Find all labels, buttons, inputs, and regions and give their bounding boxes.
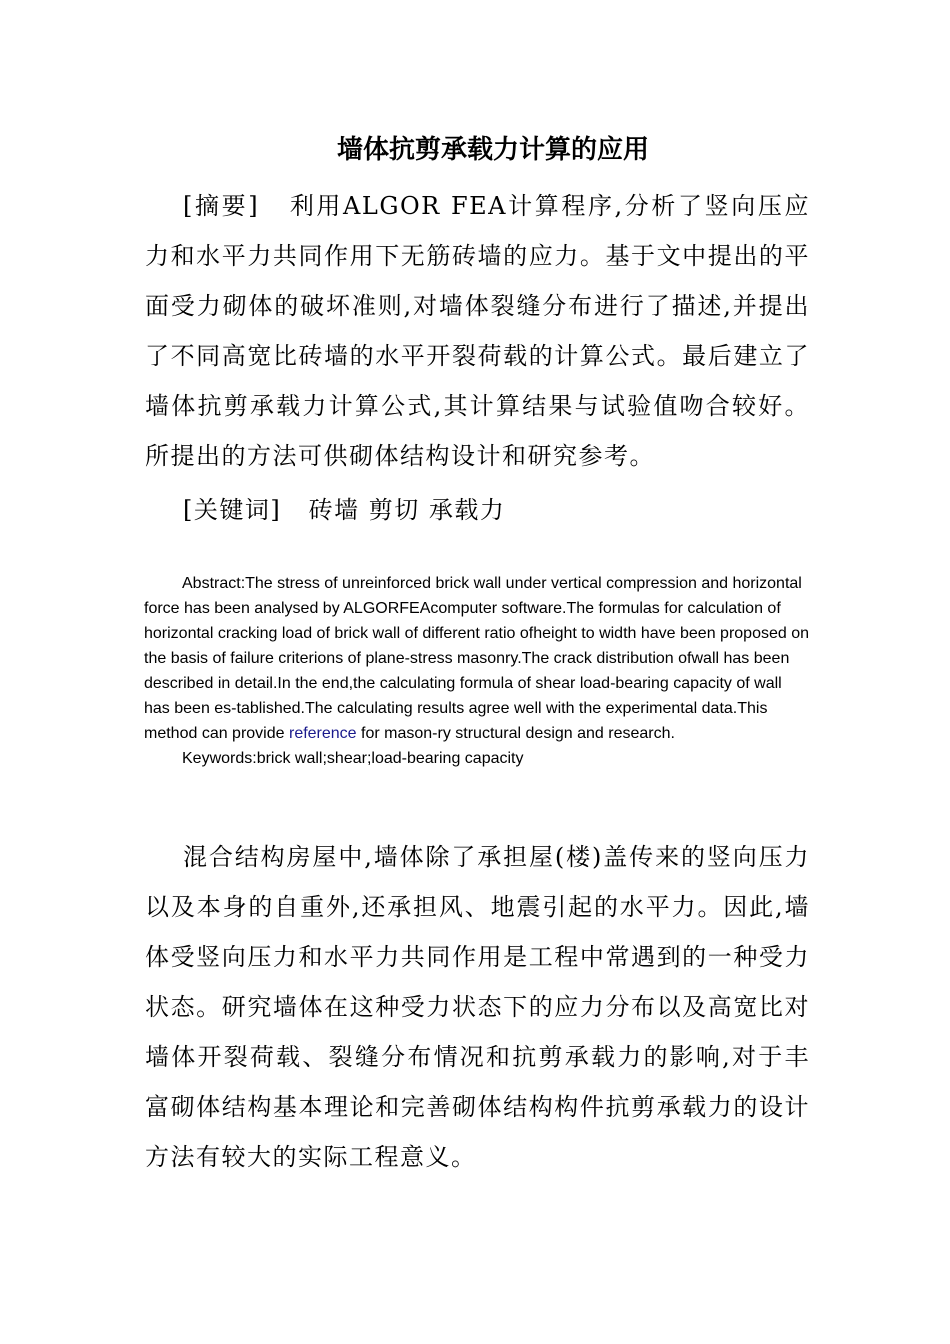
abstract-text: 利用ALGOR FEA计算程序,分析了竖向压应力和水平力共同作用下无筋砖墙的应力。基于文中提出的平面受力砌体的破坏准则,对墙体裂缝分布进行了描述,并提出了不同高宽比砖墙的水平开裂荷载的计算公式。最后建立了墙体抗剪承载力计算公式,其计算结果与试验值吻合较好。所提出的方法可供砌体结构设计和研究参考。 bbox=[145, 192, 810, 470]
reference-link[interactable]: reference bbox=[288, 725, 357, 742]
english-abstract-paragraph bbox=[144, 571, 810, 746]
introduction-paragraph: 混合结构房屋中,墙体除了承担屋(楼)盖传来的竖向压力以及本身的自重外,还承担风、地震引起的水平力。因此,墙体受竖向压力和水平力共同作用是工程中常遇到的一种受力状态。研究墙体在这种受力状态下的应力分布以及高宽比对墙体开裂荷载、裂缝分布情况和抗剪承载力的影响,对于丰富砌体结构基本理论和完善砌体结构构件抗剪承载力的设计方法有较大的实际工程意义。 bbox=[145, 843, 810, 1171]
english-abstract bbox=[144, 571, 810, 771]
english-abstract-text: Abstract:The stress of unreinforced brick wall under vertical compression and horizontal force has been analysed by ALGORFEAcomputer software.The formulas for calculation of horizontal cracking load of brick wall of different ratio ofheight to width have been proposed on the basis of failure criterions of plane-stress masonry.The crack distribution ofwall has been described in detail.In the end,the calculating formula of shear load-bearing capacity of wall has been es-tablished.The calculating results agree well with the experimental data.This method can provide bbox=[144, 575, 809, 742]
keywords-text: 砖墙 剪切 承载力 bbox=[308, 496, 506, 524]
document-title: 墙体抗剪承载力计算的应用 bbox=[336, 135, 649, 165]
english-keywords: Keywords:brick wall;shear;load-bearing capacity bbox=[182, 750, 524, 767]
chinese-keywords bbox=[145, 485, 810, 535]
keywords-label: [关键词] bbox=[183, 496, 282, 524]
chinese-abstract bbox=[145, 181, 810, 481]
english-abstract-text-end: for mason-ry structural design and research. bbox=[361, 725, 675, 742]
abstract-label: [摘要] bbox=[183, 192, 260, 220]
